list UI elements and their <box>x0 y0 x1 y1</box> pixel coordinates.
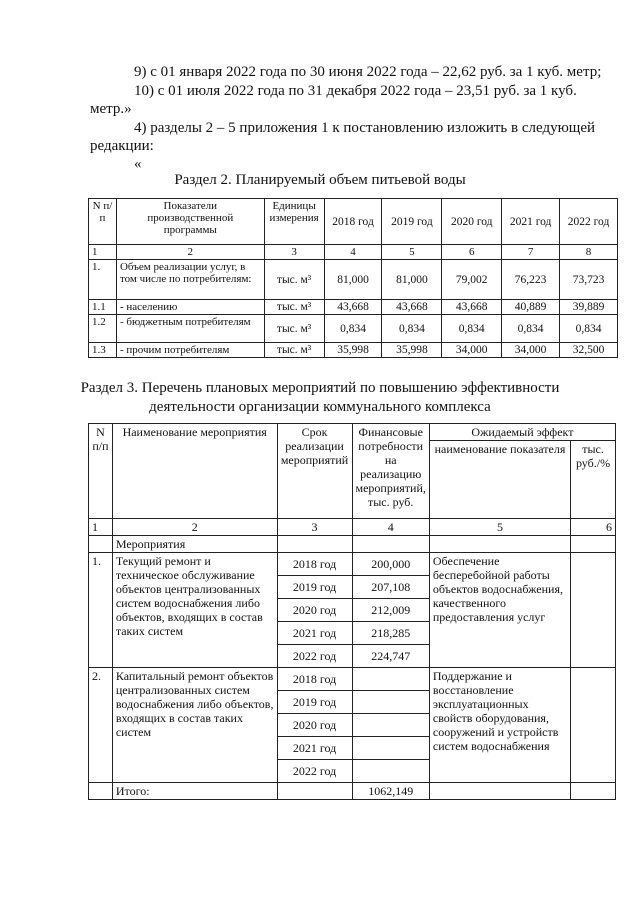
row-name: Объем реализации услуг, в том числе по потребителям: <box>116 260 264 300</box>
row-value: 0,834 <box>560 315 618 343</box>
row-year: 2020 год <box>278 714 352 737</box>
t1-colnum: 7 <box>502 245 560 260</box>
row-finance <box>353 668 429 691</box>
row-value: 34,000 <box>442 343 502 358</box>
table-row <box>89 553 616 668</box>
t2-header-name: Наименование мероприятия <box>112 424 277 519</box>
row-year: 2021 год <box>278 622 352 645</box>
row-value: 0,834 <box>442 315 502 343</box>
intro-line-5: редакции: <box>90 138 154 154</box>
table-row <box>89 343 618 358</box>
row-unit: тыс. м³ <box>264 260 324 300</box>
row-finance: 212,009 <box>353 599 429 622</box>
intro-line-6: « <box>134 156 142 172</box>
intro-line-4: 4) разделы 2 – 5 приложения 1 к постановлению изложить в следующей <box>134 120 596 136</box>
row-value: 32,500 <box>560 343 618 358</box>
row-year: 2021 год <box>278 737 352 760</box>
t1-colnum: 5 <box>382 245 442 260</box>
t1-header-name: Показатели производственной программы <box>116 199 264 245</box>
t2-colnum: 6 <box>571 519 616 536</box>
t2-colnum: 2 <box>112 519 277 536</box>
row-effect: Поддержание и восстановление эксплуатационных свойств оборудования, сооружений и устройств систем водоснабжения <box>429 668 570 783</box>
t1-colnum: 3 <box>264 245 324 260</box>
t1-colnum: 6 <box>442 245 502 260</box>
t2-colnum: 1 <box>89 519 113 536</box>
row-finance <box>353 714 429 737</box>
row-value: 0,834 <box>502 315 560 343</box>
t1-header-year: 2018 год <box>324 199 382 245</box>
t2-header-term: Срок реализации мероприятий <box>277 424 352 519</box>
t2-colnum: 3 <box>277 519 352 536</box>
row-effect: Обеспечение бесперебойной работы объектов водоснабжения, качественного предоставления услуг <box>429 553 570 668</box>
row-value: 43,668 <box>324 300 382 315</box>
row-name: - прочим потребителям <box>116 343 264 358</box>
row-unit: тыс. м³ <box>264 315 324 343</box>
row-year: 2018 год <box>278 553 352 576</box>
t1-header-year: 2021 год <box>502 199 560 245</box>
row-num: 1. <box>89 553 113 668</box>
section2-table <box>88 198 618 358</box>
table-row <box>89 300 618 315</box>
table-row <box>89 260 618 300</box>
row-value: 39,889 <box>560 300 618 315</box>
t1-colnum: 4 <box>324 245 382 260</box>
section3-title-line-1: Раздел 3. Перечень плановых мероприятий по повышению эффективности <box>80 380 560 396</box>
row-finance <box>353 737 429 760</box>
row-value: 34,000 <box>502 343 560 358</box>
t1-header-num: N п/п <box>89 199 117 245</box>
intro-line-3: метр.» <box>90 101 132 117</box>
t1-colnum: 8 <box>560 245 618 260</box>
row-value: 35,998 <box>382 343 442 358</box>
row-name: - бюджетным потребителям <box>116 315 264 343</box>
row-name: Капитальный ремонт объектов централизованных систем водоснабжения либо объектов, входящих в состав таких систем <box>112 668 277 783</box>
t2-header-effect-name: наименование показателя <box>429 441 570 519</box>
row-value: 76,223 <box>502 260 560 300</box>
row-value: 43,668 <box>442 300 502 315</box>
row-value: 79,002 <box>442 260 502 300</box>
row-num: 1. <box>89 260 117 300</box>
total-label: Итого: <box>112 783 277 800</box>
intro-line-2: 10) с 01 июля 2022 года по 31 декабря 2022 года – 23,51 руб. за 1 куб. <box>134 83 577 99</box>
row-finance: 207,108 <box>353 576 429 599</box>
row-finance: 218,285 <box>353 622 429 645</box>
row-num: 1.2 <box>89 315 117 343</box>
group-label: Мероприятия <box>112 536 277 553</box>
row-finance: 200,000 <box>353 553 429 576</box>
t2-header-effect: Ожидаемый эффект <box>429 424 615 441</box>
row-num: 2. <box>89 668 113 783</box>
row-year: 2019 год <box>278 576 352 599</box>
row-value: 0,834 <box>324 315 382 343</box>
row-value: 35,998 <box>324 343 382 358</box>
t2-header-finance: Финансовые потребности на реализацию мероприятий, тыс. руб. <box>352 424 429 519</box>
table-row <box>89 668 616 783</box>
row-finance <box>353 760 429 782</box>
t2-colnum: 4 <box>352 519 429 536</box>
total-value: 1062,149 <box>352 783 429 800</box>
section2-title: Раздел 2. Планируемый объем питьевой воды <box>174 172 466 188</box>
row-finance: 224,747 <box>371 649 411 663</box>
row-value: 0,834 <box>382 315 442 343</box>
row-num: 1.3 <box>89 343 117 358</box>
t1-header-year: 2019 год <box>382 199 442 245</box>
row-name: - населению <box>116 300 264 315</box>
section3-table <box>88 423 616 800</box>
table-row <box>89 315 618 343</box>
t2-header-effect-unit: тыс. руб./% <box>571 441 616 519</box>
t2-header-num: N п/п <box>89 424 113 519</box>
row-unit: тыс. м³ <box>264 343 324 358</box>
section3-title-line-2: деятельности организации коммунального комплекса <box>149 399 491 415</box>
t1-header-year: 2022 год <box>560 199 618 245</box>
t1-colnum: 2 <box>116 245 264 260</box>
row-value: 40,889 <box>502 300 560 315</box>
total-row <box>89 783 616 800</box>
row-year: 2022 год <box>292 764 337 778</box>
row-finance <box>353 691 429 714</box>
row-num: 1.1 <box>89 300 117 315</box>
row-year: 2019 год <box>278 691 352 714</box>
row-year: 2020 год <box>278 599 352 622</box>
t1-colnum: 1 <box>89 245 117 260</box>
t1-header-year: 2020 год <box>442 199 502 245</box>
t1-header-unit: Единицы измерения <box>264 199 324 245</box>
row-value: 81,000 <box>324 260 382 300</box>
row-year: 2022 год <box>292 649 337 663</box>
row-value: 43,668 <box>382 300 442 315</box>
row-name: Текущий ремонт и техническое обслуживание объектов централизованных систем водоснабжения либо объектов, входящих в состав таких систем <box>112 553 277 668</box>
row-unit: тыс. м³ <box>264 300 324 315</box>
row-value: 73,723 <box>560 260 618 300</box>
row-year: 2018 год <box>278 668 352 691</box>
intro-line-1: 9) с 01 января 2022 года по 30 июня 2022 года – 22,62 руб. за 1 куб. метр; <box>134 64 602 80</box>
row-value: 81,000 <box>382 260 442 300</box>
t2-colnum: 5 <box>429 519 570 536</box>
